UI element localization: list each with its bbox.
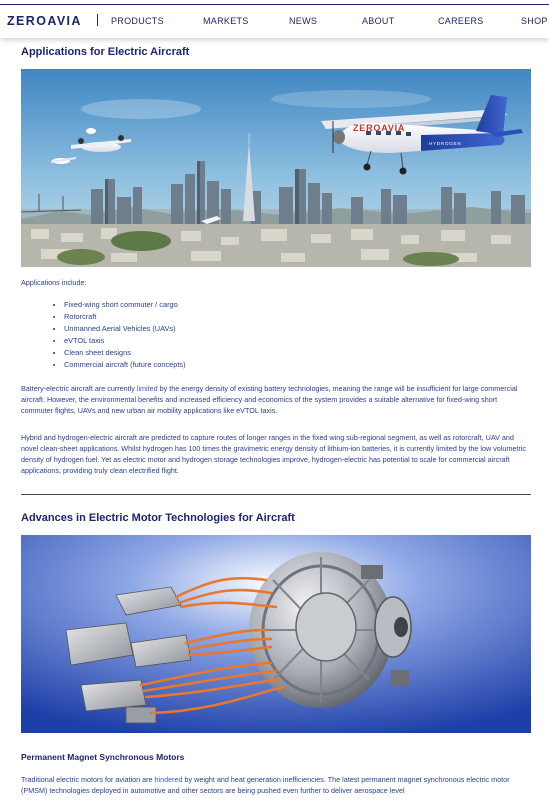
battery-electric-paragraph — [21, 383, 529, 416]
subsection-title-pmsm: Permanent Magnet Synchronous Motors — [21, 752, 185, 762]
aircraft-city-image — [21, 69, 531, 267]
nav-markets[interactable]: MARKETS — [203, 16, 249, 26]
nav-shop[interactable]: SHOP — [521, 16, 548, 26]
electric-motor-illustration — [21, 535, 531, 733]
city-skyline-illustration — [21, 69, 531, 267]
nav-about[interactable]: ABOUT — [362, 16, 395, 26]
electric-motor-image — [21, 535, 531, 733]
para-text: Traditional electric motors for aviation are — [21, 775, 155, 784]
list-item: • eVTOL taxis — [64, 335, 186, 347]
nav-careers[interactable]: CAREERS — [438, 16, 484, 26]
para-text: by weight and heat generation inefficiencies. The latest permanent magnet synchronous electric motor (PMSM) technologies deployed in automotive and other sectors are being pushed even further to deliver aerospace level — [21, 775, 510, 795]
logo-separator — [97, 14, 98, 26]
nav-products[interactable]: PRODUCTS — [111, 16, 164, 26]
hindered-link[interactable]: hindered — [154, 775, 183, 784]
applications-list — [50, 299, 186, 371]
list-item: • Commercial aircraft (future concepts) — [64, 359, 186, 371]
hydrogen-electric-paragraph: Hybrid and hydrogen-electric aircraft are predicted to capture routes of longer ranges in the fixed wing sub-regional segment, as well as rotorcraft, UAV and novel clean-sheet applications. Whilst hydrogen has 100 times the gravimetric energy density of lithium-ion batteries, it is currently limited by the low volumetric density of hydrogen fuel. Yet as electric motor and hydrogen storage technologies improve, hydrogen-electric has potential to scale for commercial aircraft applications, providing truly clean electrified flight. — [21, 433, 526, 475]
para-text: by the energy density of existing battery technologies, meaning the range will be insufficient for large commercial aircraft. However, the environmental benefits and increased efficiency and economics of the system provides a suitable alternative for fixed-wing short commuter flights, UAVs and new urban air mobility applications like eVTOL taxis. — [21, 384, 518, 415]
list-item: • Clean sheet designs — [64, 347, 186, 359]
pmsm-paragraph — [21, 774, 529, 796]
section-title-applications: Applications for Electric Aircraft — [21, 46, 190, 58]
aircraft-livery-hydrogen: HYDROGEN — [429, 141, 462, 146]
applications-intro: Applications include: — [21, 278, 87, 287]
section-divider — [21, 494, 531, 495]
list-item: • Fixed-wing short commuter / cargo — [64, 299, 186, 311]
section-title-motor-tech: Advances in Electric Motor Technologies for Aircraft — [21, 512, 295, 524]
nav-news[interactable]: NEWS — [289, 16, 318, 26]
list-item: • Rotorcraft — [64, 311, 186, 323]
para-text: Battery-electric aircraft are currently — [21, 384, 137, 393]
zeroavia-logo[interactable]: ZEROAVIA — [7, 14, 82, 28]
aircraft-livery-logo: ZEROAVIA — [353, 123, 406, 133]
list-item: • Unmanned Aerial Vehicles (UAVs) — [64, 323, 186, 335]
limited-link[interactable]: limited — [136, 384, 158, 393]
site-header — [0, 0, 549, 38]
header-top-line — [0, 4, 549, 5]
